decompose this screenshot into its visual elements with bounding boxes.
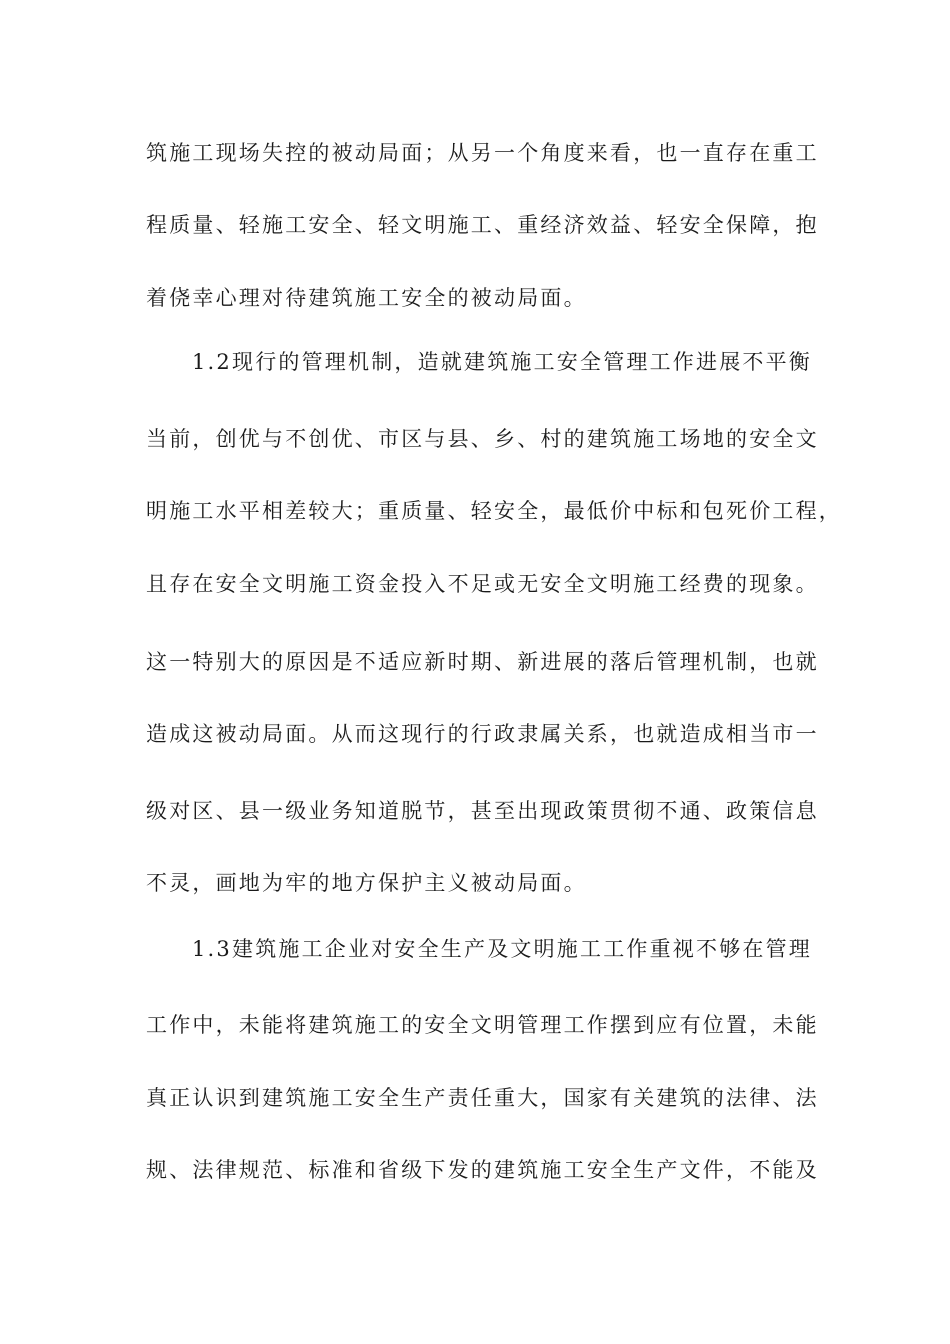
text-line: 程质量、轻施工安全、轻文明施工、重经济效益、轻安全保障，抱 — [146, 213, 819, 237]
text-line: 明施工水平相差较大；重质量、轻安全，最低价中标和包死价工程， — [146, 499, 842, 523]
text-line: 当前，创优与不创优、市区与县、乡、村的建筑施工场地的安全文 — [146, 427, 819, 451]
section-heading-1-3: 1.3建筑施工企业对安全生产及文明施工工作重视不够在管理 — [192, 937, 812, 961]
section-heading-1-2: 1.2现行的管理机制，造就建筑施工安全管理工作进展不平衡 — [192, 350, 812, 374]
text-line: 不灵，画地为牢的地方保护主义被动局面。 — [146, 871, 587, 895]
text-line: 着侥幸心理对待建筑施工安全的被动局面。 — [146, 286, 587, 310]
text-line: 规、法律规范、标准和省级下发的建筑施工安全生产文件，不能及 — [146, 1158, 819, 1182]
text-line: 且存在安全文明施工资金投入不足或无安全文明施工经费的现象。 — [146, 572, 819, 596]
text-line: 真正认识到建筑施工安全生产责任重大，国家有关建筑的法律、法 — [146, 1086, 819, 1110]
text-line: 工作中，未能将建筑施工的安全文明管理工作摆到应有位置，未能 — [146, 1013, 819, 1037]
text-line: 这一特别大的原因是不适应新时期、新进展的落后管理机制，也就 — [146, 650, 819, 674]
text-line: 造成这被动局面。从而这现行的行政隶属关系，也就造成相当市一 — [146, 722, 819, 746]
text-line: 级对区、县一级业务知道脱节，甚至出现政策贯彻不通、政策信息 — [146, 799, 819, 823]
text-line: 筑施工现场失控的被动局面；从另一个角度来看，也一直存在重工 — [146, 141, 819, 165]
